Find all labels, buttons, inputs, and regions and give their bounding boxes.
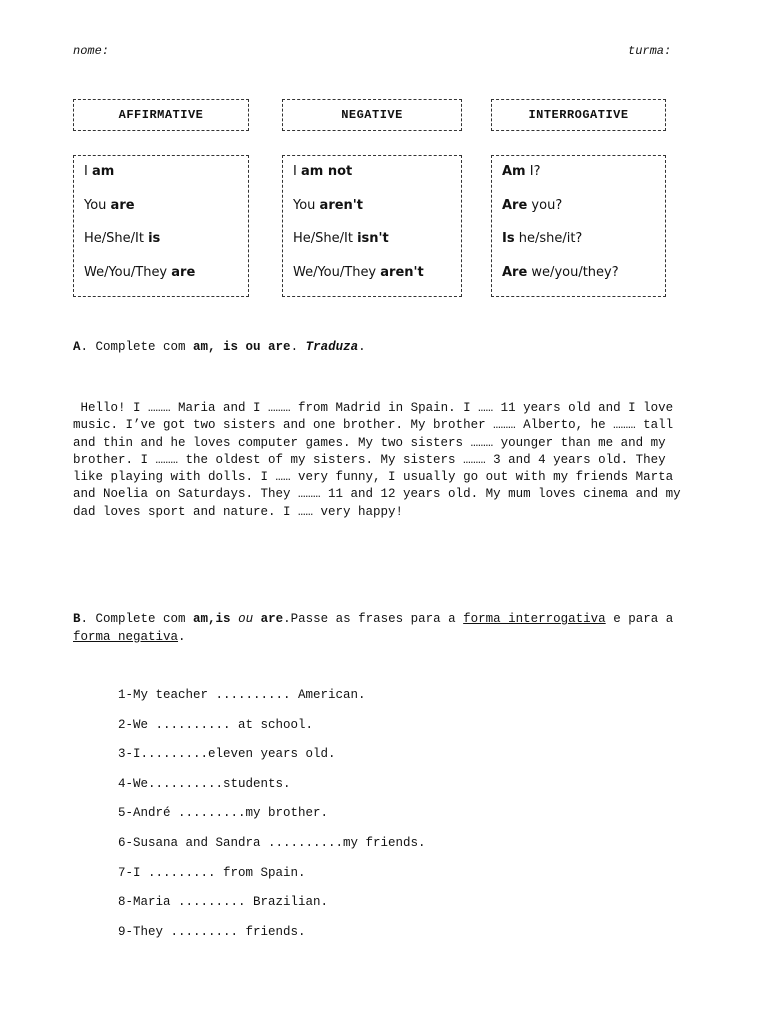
exercise-list [118,686,426,952]
exercise-item: 8-Maria ......... Brazilian. [118,895,329,910]
exercise-item: 7-I ......... from Spain. [118,865,306,880]
exercise-item: 3-I.........eleven years old. [118,747,336,762]
negative-row: He/She/It isn't [293,231,389,246]
affirmative-title-box: AFFIRMATIVE [73,99,249,131]
affirmative-row: We/You/They are [84,264,196,280]
negative-title-box: NEGATIVE [282,99,462,131]
affirmative-row: I am [84,164,115,179]
exercise-item: 5-André .........my brother. [118,806,329,821]
section-a-instruction: A. Complete com am, is ou are. Traduza. [73,340,366,354]
negative-row: I am not [293,164,353,179]
name-label: nome: [73,44,110,58]
interrogative-row: Are you? [502,197,563,213]
interrogative-row: Are we/you/they? [502,264,619,280]
exercise-item: 9-They ......... friends. [118,924,306,939]
interrogative-row: Is he/she/it? [502,231,583,246]
negative-row: You aren't [293,197,363,213]
interrogative-row: Am I? [502,164,541,179]
exercise-item: 2-We .......... at school. [118,717,314,732]
section-a-paragraph: Hello! I ……… Maria and I ……… from Madrid in Spain. I …… 11 years old and I love music. I’ve got two sisters and one brother. My brother ……… Alberto, he ……… tall and thin and he loves computer games. My two sisters ……… younger than me and my brother. I ……… the oldest of my sisters. My sisters ……… 3 and 4 years old. They like playing with dolls. I …… very funny, I usually go out with my friends Marta and Noelia on Saturdays. They ……… 11 and 12 years old. My mum loves cinema and my dad loves sport and nature. I …… very happy! [73,401,689,519]
section-b-instruction: B. Complete com am,is ou are.Passe as frases para a forma interrogativa e para a forma negativa. [73,612,674,644]
class-label: turma: [628,44,672,58]
exercise-item: 4-We..........students. [118,776,291,791]
exercise-item: 6-Susana and Sandra ..........my friends. [118,835,426,850]
affirmative-box [73,155,249,297]
exercise-item: 1-My teacher .......... American. [118,688,366,702]
interrogative-box [491,155,666,297]
affirmative-row: He/She/It is [84,231,161,246]
interrogative-title-box: INTERROGATIVE [491,99,666,131]
negative-box [282,155,462,297]
negative-row: We/You/They aren't [293,264,424,280]
affirmative-row: You are [84,197,135,213]
